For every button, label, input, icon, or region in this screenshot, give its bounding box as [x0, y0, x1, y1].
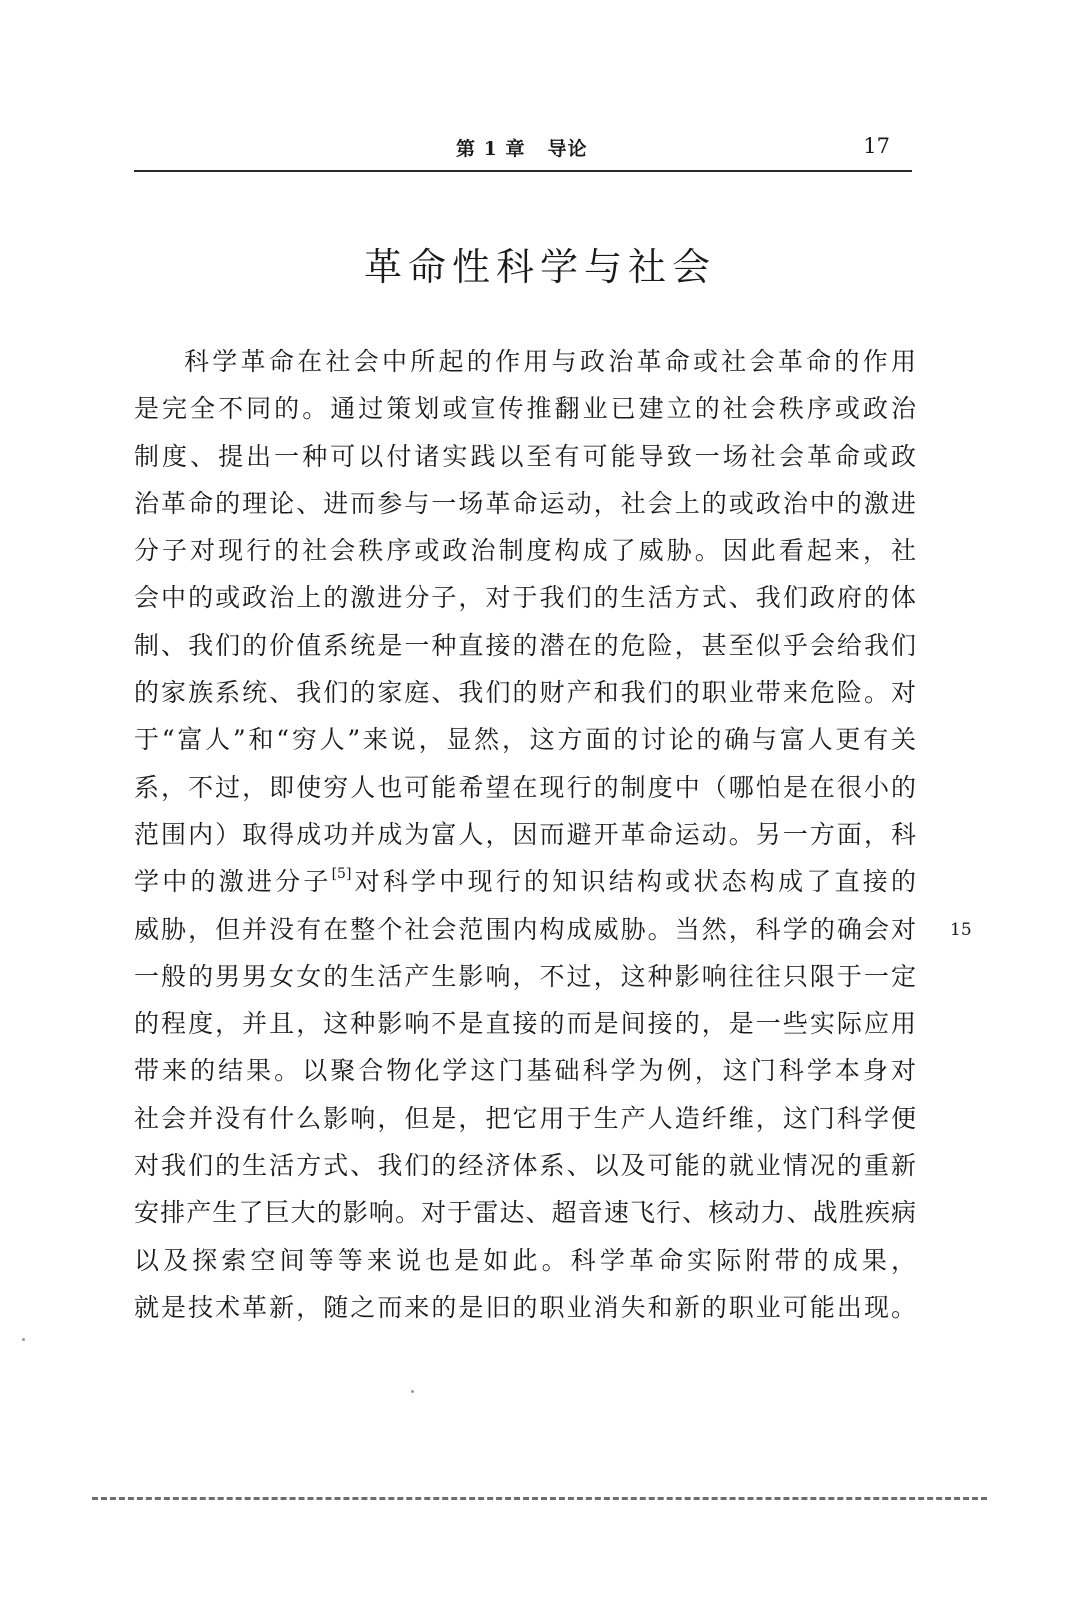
section-label: 导论	[547, 138, 588, 160]
text-line: 对我们的生活方式、我们的经济体系、以及可能的就业情况的重新	[134, 1151, 916, 1181]
text-line: 是完全不同的。通过策划或宣传推翻业已建立的社会秩序或政治	[134, 394, 916, 424]
text-line: 社会并没有什么影响，但是，把它用于生产人造纤维，这门科学便	[134, 1103, 916, 1133]
footnote-reference[interactable]: [5]	[331, 866, 352, 883]
footer-rule	[92, 1497, 987, 1500]
text-line: 就是技术革新，随之而来的是旧的职业消失和新的职业可能出现。	[134, 1292, 916, 1322]
text-line: 科学革命在社会中所起的作用与政治革命或社会革命的作用	[184, 347, 916, 376]
text-line: 一般的男男女女的生活产生影响，不过，这种影响往往只限于一定	[134, 961, 916, 991]
text-line: 治革命的理论、进而参与一场革命运动，社会上的或政治中的激进	[134, 488, 916, 518]
text-line: 范围内）取得成功并成为富人，因而避开革命运动。另一方面，科	[134, 819, 916, 849]
section-title: 革命性科学与社会	[363, 245, 716, 289]
page-number: 17	[863, 134, 890, 158]
text-line: 的家族系统、我们的家庭、我们的财产和我们的职业带来危险。对	[134, 678, 916, 708]
margin-page-number: 15	[950, 920, 972, 940]
text-line: 以及探索空间等等来说也是如此。科学革命实际附带的成果，	[134, 1245, 916, 1275]
text-segment: 对科学中现行的知识结构或状态构成了直接的	[351, 867, 916, 897]
scan-speck	[22, 1338, 25, 1341]
text-segment: 学中的激进分子	[134, 867, 332, 897]
text-line: 带来的结果。以聚合物化学这门基础科学为例，这门科学本身对	[134, 1056, 916, 1086]
text-line: 分子对现行的社会秩序或政治制度构成了威胁。因此看起来，社	[134, 536, 916, 566]
body-paragraph	[134, 338, 916, 1379]
text-line: 系，不过，即使穷人也可能希望在现行的制度中（哪怕是在很小的	[134, 772, 916, 802]
scan-speck	[411, 1390, 414, 1393]
text-line-with-footnote	[134, 858, 916, 905]
text-line: 制度、提出一种可以付诸实践以至有可能导致一场社会革命或政	[134, 441, 916, 471]
text-line: 的程度，并且，这种影响不是直接的而是间接的，是一些实际应用	[134, 1009, 916, 1039]
chapter-label: 第 1 章	[456, 138, 526, 160]
text-line: 安排产生了巨大的影响。对于雷达、超音速飞行、核动力、战胜疾病	[134, 1198, 916, 1228]
text-line	[134, 1331, 916, 1378]
text-line: 会中的或政治上的激进分子，对于我们的生活方式、我们政府的体	[134, 583, 916, 613]
running-header	[134, 128, 912, 172]
text-line: 于“富人”和“穷人”来说，显然，这方面的讨论的确与富人更有关	[134, 725, 916, 755]
chapter-heading	[456, 134, 587, 161]
text-line: 制、我们的价值系统是一种直接的潜在的危险，甚至似乎会给我们	[134, 630, 916, 660]
text-line: 威胁，但并没有在整个社会范围内构成威胁。当然，科学的确会对	[134, 914, 916, 944]
